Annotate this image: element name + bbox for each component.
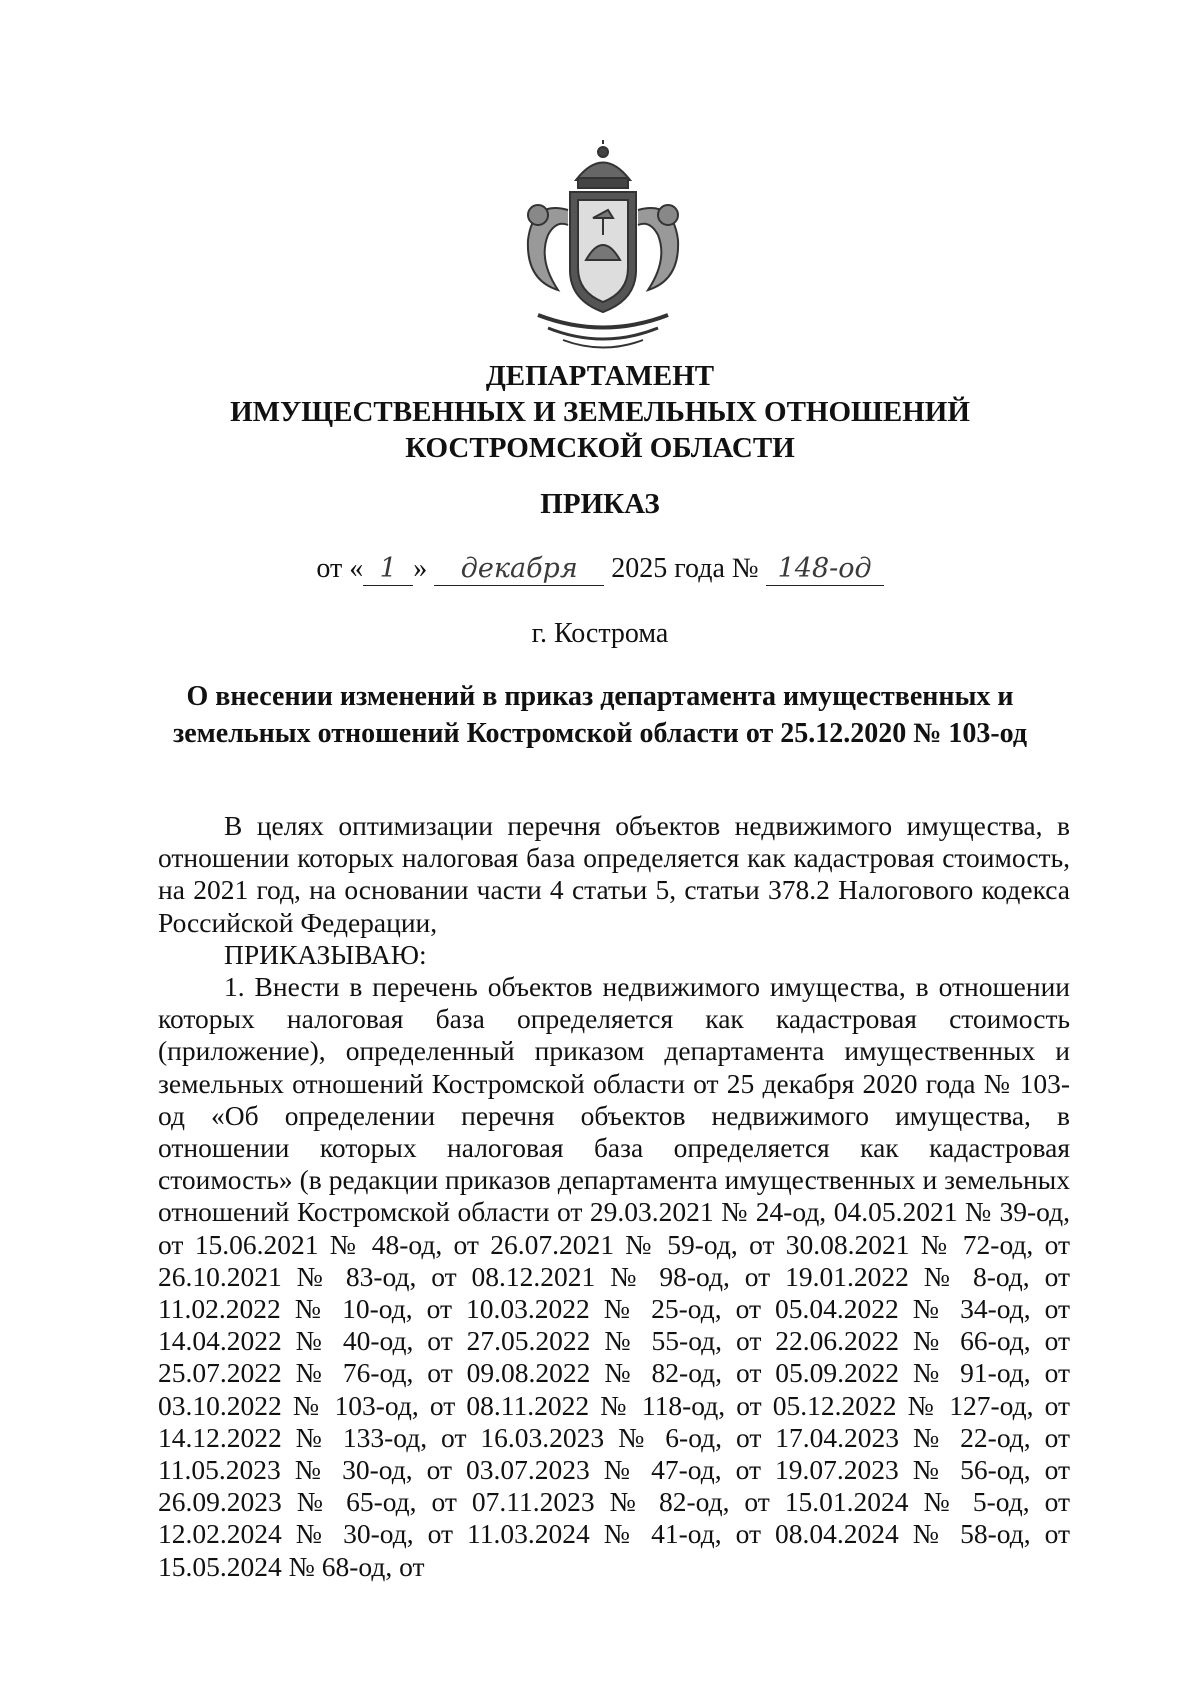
- date-quote-close: »: [413, 553, 428, 584]
- document-body: [158, 810, 1070, 1583]
- coat-of-arms-icon: [508, 140, 698, 360]
- title-line-1: О внесении изменений в приказ департамента имущественных и: [186, 681, 1014, 712]
- order-number: 148-од: [766, 553, 884, 586]
- directive: ПРИКАЗЫВАЮ:: [224, 938, 427, 970]
- department-header: [150, 358, 1050, 466]
- document-type: ПРИКАЗ: [540, 488, 660, 520]
- date-line: [150, 553, 1050, 586]
- header-line-2: ИМУЩЕСТВЕННЫХ И ЗЕМЕЛЬНЫХ ОТНОШЕНИЙ: [230, 396, 970, 428]
- title-line-2: земельных отношений Костромской области от 25.12.2020 № 103-од: [172, 718, 1028, 749]
- city: г. Кострома: [531, 618, 669, 649]
- date-month: декабря: [434, 553, 604, 586]
- document-title: [150, 678, 1050, 752]
- header-line-3: КОСТРОМСКОЙ ОБЛАСТИ: [405, 432, 795, 464]
- date-year-text: 2025 года №: [611, 553, 759, 584]
- item-1-paragraph: 1. Внести в перечень объектов недвижимого имущества, в отношении которых налоговая база определяется как кадастровая стоимость (приложение), определенный приказом департамента имущественных и земельных отношений Костромской области от 25 декабря 2020 года № 103-од «Об определении перечня объектов недвижимого имущества, в отношении которых налоговая база определяется как кадастровая стоимость» (в редакции приказов департамента имущественных и земельных отношений Костромской области от 29.03.2021 № 24-од, 04.05.2021 № 39-од, от 15.06.2021 № 48-од, от 26.07.2021 № 59-од, от 30.08.2021 № 72-од, от 26.10.2021 № 83-од, от 08.12.2021 № 98-од, от 19.01.2022 № 8-од, от 11.02.2022 № 10-од, от 10.03.2022 № 25-од, от 05.04.2022 № 34-од, от 14.04.2022 № 40-од, от 27.05.2022 № 55-од, от 22.06.2022 № 66-од, от 25.07.2022 № 76-од, от 09.08.2022 № 82-од, от 05.09.2022 № 91-од, от 03.10.2022 № 103-од, от 08.11.2022 № 118-од, от 05.12.2022 № 127-од, от 14.12.2022 № 133-од, от 16.03.2023 № 6-од, от 17.04.2023 № 22-од, от 11.05.2023 № 30-од, от 03.07.2023 № 47-од, от 19.07.2023 № 56-од, от 26.09.2023 № 65-од, от 07.11.2023 № 82-од, от 15.01.2024 № 5-од, от 12.02.2024 № 30-од, от 11.03.2024 № 41-од, от 08.04.2024 № 58-од, от 15.05.2024 № 68-од, от: [158, 971, 1070, 1582]
- date-day: 1: [363, 553, 413, 586]
- preamble-paragraph: В целях оптимизации перечня объектов недвижимого имущества, в отношении которых налоговая база определяется как кадастровая стоимость, на 2021 год, на основании части 4 статьи 5, статьи 378.2 Налогового кодекса Российской Федерации,: [158, 810, 1070, 938]
- header-line-1: ДЕПАРТАМЕНТ: [485, 360, 715, 392]
- date-prefix: от «: [316, 553, 364, 584]
